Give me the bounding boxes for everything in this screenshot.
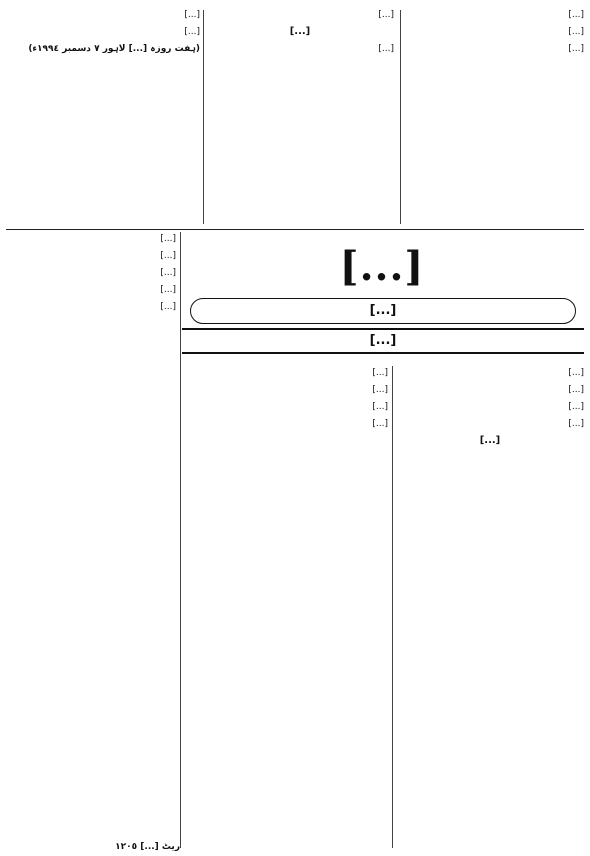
column-divider (400, 10, 401, 224)
paragraph: [...] (160, 268, 176, 278)
paragraph: [...] (160, 285, 176, 295)
article-column-2 (192, 366, 388, 848)
top-column-1 (400, 8, 584, 226)
paragraph: [...] (372, 419, 388, 429)
column-divider (392, 366, 393, 848)
paragraph: [...] (568, 10, 584, 20)
article-headline: [...] (339, 243, 425, 290)
paragraph: [...] (372, 385, 388, 395)
paragraph: [...] (568, 402, 584, 412)
paragraph: [...] (568, 44, 584, 54)
column-divider (203, 10, 204, 224)
verse: [...] (479, 435, 501, 446)
article-title-block (182, 236, 584, 360)
paragraph: [...] (160, 302, 176, 312)
paragraph: [...] (378, 10, 394, 20)
left-column (6, 232, 176, 848)
page-footer: ریٹ [...] ١٢٠٥ (115, 842, 180, 852)
section-divider (6, 229, 584, 230)
source-citation: (ہفت روزہ [...] لاہور ٧ دسمبر ١٩٩٤ء) (28, 44, 200, 54)
paragraph: [...] (568, 27, 584, 37)
paragraph: [...] (568, 385, 584, 395)
article-byline: [...] (182, 328, 584, 354)
paragraph: [...] (372, 402, 388, 412)
top-column-2 (206, 8, 394, 226)
paragraph: [...] (184, 27, 200, 37)
paragraph: [...] (568, 419, 584, 429)
paragraph: [...] (160, 251, 176, 261)
paragraph: [...] (160, 234, 176, 244)
paragraph: [...] (568, 368, 584, 378)
section-subheading: [...] (289, 26, 311, 37)
paragraph: [...] (378, 44, 394, 54)
article-column-1 (396, 366, 584, 848)
paragraph: [...] (372, 368, 388, 378)
column-divider (180, 232, 181, 848)
article-subtitle: [...] (190, 298, 576, 324)
paragraph: [...] (184, 10, 200, 20)
top-column-3 (8, 8, 200, 226)
